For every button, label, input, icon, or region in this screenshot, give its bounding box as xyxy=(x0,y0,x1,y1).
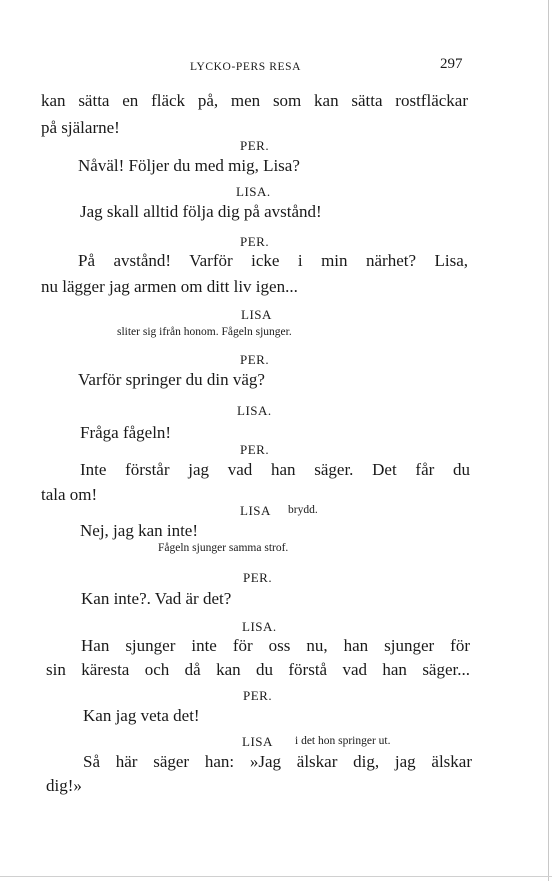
speaker-name: PER. xyxy=(240,442,270,457)
text-line: dig!» xyxy=(46,776,82,795)
text-line: Kan inte?. Vad är det? xyxy=(81,589,232,608)
text-line: Kan jag veta det! xyxy=(83,706,200,725)
speaker-name: LISA. xyxy=(237,403,272,418)
speaker-name: LISA xyxy=(240,503,271,518)
stage-direction: brydd. xyxy=(288,504,318,516)
speaker-name: LISA xyxy=(242,734,273,749)
stage-direction: Fågeln sjunger samma strof. xyxy=(158,542,289,554)
speaker-name: PER. xyxy=(240,352,270,367)
text-line: kan sätta en fläck på, men som kan sätta rostfläckar xyxy=(41,91,468,110)
text-line: nu lägger jag armen om ditt liv igen... xyxy=(41,277,298,296)
text-line: Inte förstår jag vad han säger. Det får du xyxy=(80,460,470,479)
text-line: Jag skall alltid följa dig på avstånd! xyxy=(80,202,322,221)
page-number: 297 xyxy=(440,56,463,72)
text-line: Så här säger han: »Jag älskar dig, jag älskar xyxy=(83,752,472,771)
speaker-name: PER. xyxy=(243,688,273,703)
text-line: Han sjunger inte för oss nu, han sjunger för xyxy=(81,636,470,655)
speaker-name: PER. xyxy=(243,570,273,585)
text-line: Varför springer du din väg? xyxy=(78,370,265,389)
text-line: tala om! xyxy=(41,485,98,504)
text-line: På avstånd! Varför icke i min närhet? Lisa, xyxy=(78,251,468,270)
speaker-name: LISA. xyxy=(236,184,271,199)
text-line: Nej, jag kan inte! xyxy=(80,521,199,540)
text-line: Fråga fågeln! xyxy=(80,423,172,442)
page-bottom-line xyxy=(0,876,552,877)
stage-direction: i det hon springer ut. xyxy=(295,735,391,747)
speaker-name: LISA xyxy=(241,307,272,322)
running-header: LYCKO-PERS RESA xyxy=(190,61,302,73)
text-line: på själarne! xyxy=(41,118,120,137)
page-edge-line xyxy=(548,0,549,881)
stage-direction: sliter sig ifrån honom. Fågeln sjunger. xyxy=(117,326,292,338)
text-line: sin käresta och då kan du förstå vad han säger... xyxy=(46,660,470,679)
speaker-name: PER. xyxy=(240,234,270,249)
speaker-name: LISA. xyxy=(242,619,277,634)
text-line: Nåväl! Följer du med mig, Lisa? xyxy=(78,156,300,175)
speaker-name: PER. xyxy=(240,138,270,153)
